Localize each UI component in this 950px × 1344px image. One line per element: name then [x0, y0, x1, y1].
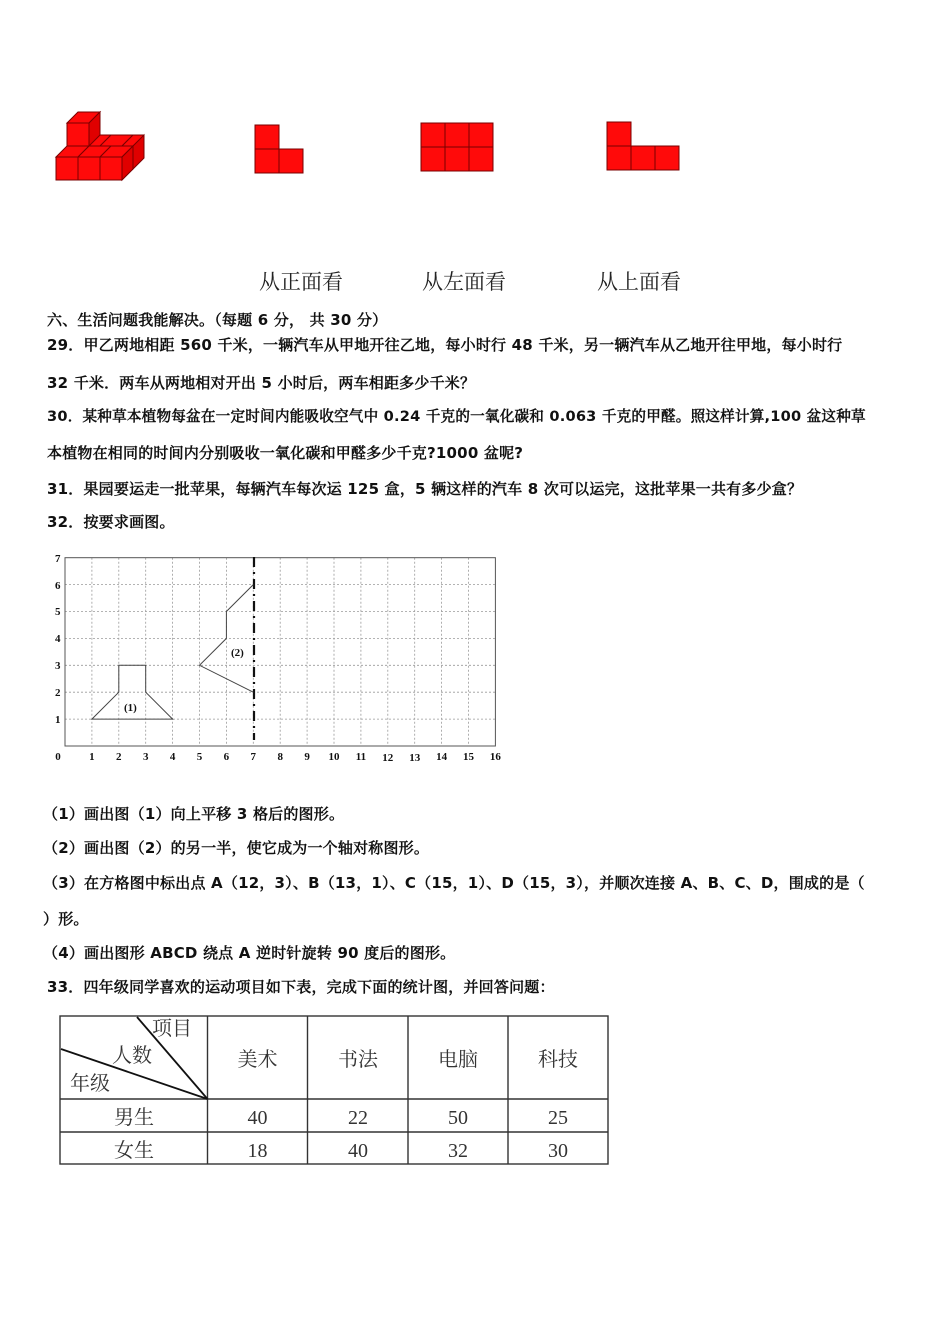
x-tick: 14	[436, 751, 448, 763]
x-tick: 11	[355, 751, 367, 763]
x-tick: 6	[223, 751, 230, 763]
section-title: 六、生活问题我能解决。（每题 6 分， 共 30 分）	[47, 311, 388, 329]
x-tick: 0	[55, 751, 61, 763]
x-tick: 5	[196, 751, 203, 763]
task-1: （1）画出图（1）向上平移 3 格后的图形。	[43, 805, 345, 823]
figure-1-label: (1)	[124, 702, 137, 714]
x-tick: 7	[250, 751, 257, 763]
column-header: 电脑	[438, 1049, 478, 1071]
x-tick: 2	[116, 751, 122, 763]
x-tick: 3	[142, 751, 149, 763]
question-31: 31．果园要运走一批苹果，每辆汽车每次运 125 盒，5 辆这样的汽车 8 次可以运完，这批苹果一共有多少盒？	[47, 480, 803, 498]
y-tick: 2	[55, 687, 61, 699]
x-tick: 16	[489, 751, 501, 763]
question-30-line-2: 本植物在相同的时间内分别吸收一氧化碳和甲醛多少千克?1000 盆呢?	[47, 444, 524, 462]
corner-label-grade: 年级	[70, 1073, 110, 1095]
x-tick: 4	[169, 751, 176, 763]
y-tick: 7	[55, 553, 61, 565]
column-header: 科技	[538, 1049, 578, 1071]
y-tick: 3	[55, 660, 61, 672]
y-tick: 4	[55, 633, 61, 645]
y-tick: 1	[55, 714, 61, 726]
task-2: （2）画出图（2）的另一半，使它成为一个轴对称图形。	[43, 839, 430, 857]
row-label: 男生	[114, 1107, 154, 1129]
x-tick: 9	[304, 751, 310, 763]
table-cell: 32	[448, 1140, 468, 1162]
question-33-title: 33．四年级同学喜欢的运动项目如下表，完成下面的统计图，并回答问题：	[47, 978, 555, 996]
table-cell: 40	[348, 1140, 368, 1162]
front-view-label: 从正面看	[259, 270, 343, 294]
table-cell: 25	[548, 1107, 568, 1129]
corner-label-item: 项目	[152, 1018, 192, 1040]
x-tick: 15	[463, 751, 474, 763]
question-29-line-2: 32 千米．两车从两地相对开出 5 小时后，两车相距多少千米？	[47, 374, 476, 392]
table-cell: 50	[448, 1107, 468, 1129]
table-cell: 40	[247, 1107, 268, 1129]
left-view-label: 从左面看	[422, 270, 506, 294]
table-cell: 18	[247, 1140, 268, 1162]
x-tick: 8	[277, 751, 283, 763]
column-header: 书法	[338, 1049, 378, 1071]
x-tick: 10	[328, 751, 340, 763]
top-view-label: 从上面看	[597, 270, 681, 294]
x-tick: 12	[382, 752, 394, 764]
table-cell: 30	[548, 1140, 568, 1162]
corner-label-count: 人数	[112, 1045, 152, 1067]
y-tick: 5	[55, 606, 61, 618]
y-tick: 6	[55, 580, 61, 592]
figure-2-label: (2)	[231, 647, 244, 659]
task-3-line-2: ）形。	[43, 910, 89, 928]
x-tick: 13	[409, 752, 421, 764]
question-30-line-1: 30．某种草本植物每盆在一定时间内能吸收空气中 0.24 千克的一氧化碳和 0.063 千克的甲醛。照这样计算,100 盆这种草	[47, 408, 866, 425]
table-cell: 22	[348, 1107, 368, 1129]
question-32-title: 32．按要求画图。	[47, 513, 175, 531]
question-29-line-1: 29．甲乙两地相距 560 千米，一辆汽车从甲地开往乙地，每小时行 48 千米，另一辆汽车从乙地开往甲地，每小时行	[47, 336, 843, 354]
task-4: （4）画出图形 ABCD 绕点 A 逆时针旋转 90 度后的图形。	[43, 944, 456, 962]
row-label: 女生	[114, 1140, 154, 1162]
task-3-line-1: （3）在方格图中标出点 A（12，3）、B（13，1）、C（15，1）、D（15，3），并顺次连接 A、B、C、D，围成的是（	[43, 874, 865, 892]
column-header: 美术	[237, 1049, 278, 1071]
x-tick: 1	[89, 751, 95, 763]
